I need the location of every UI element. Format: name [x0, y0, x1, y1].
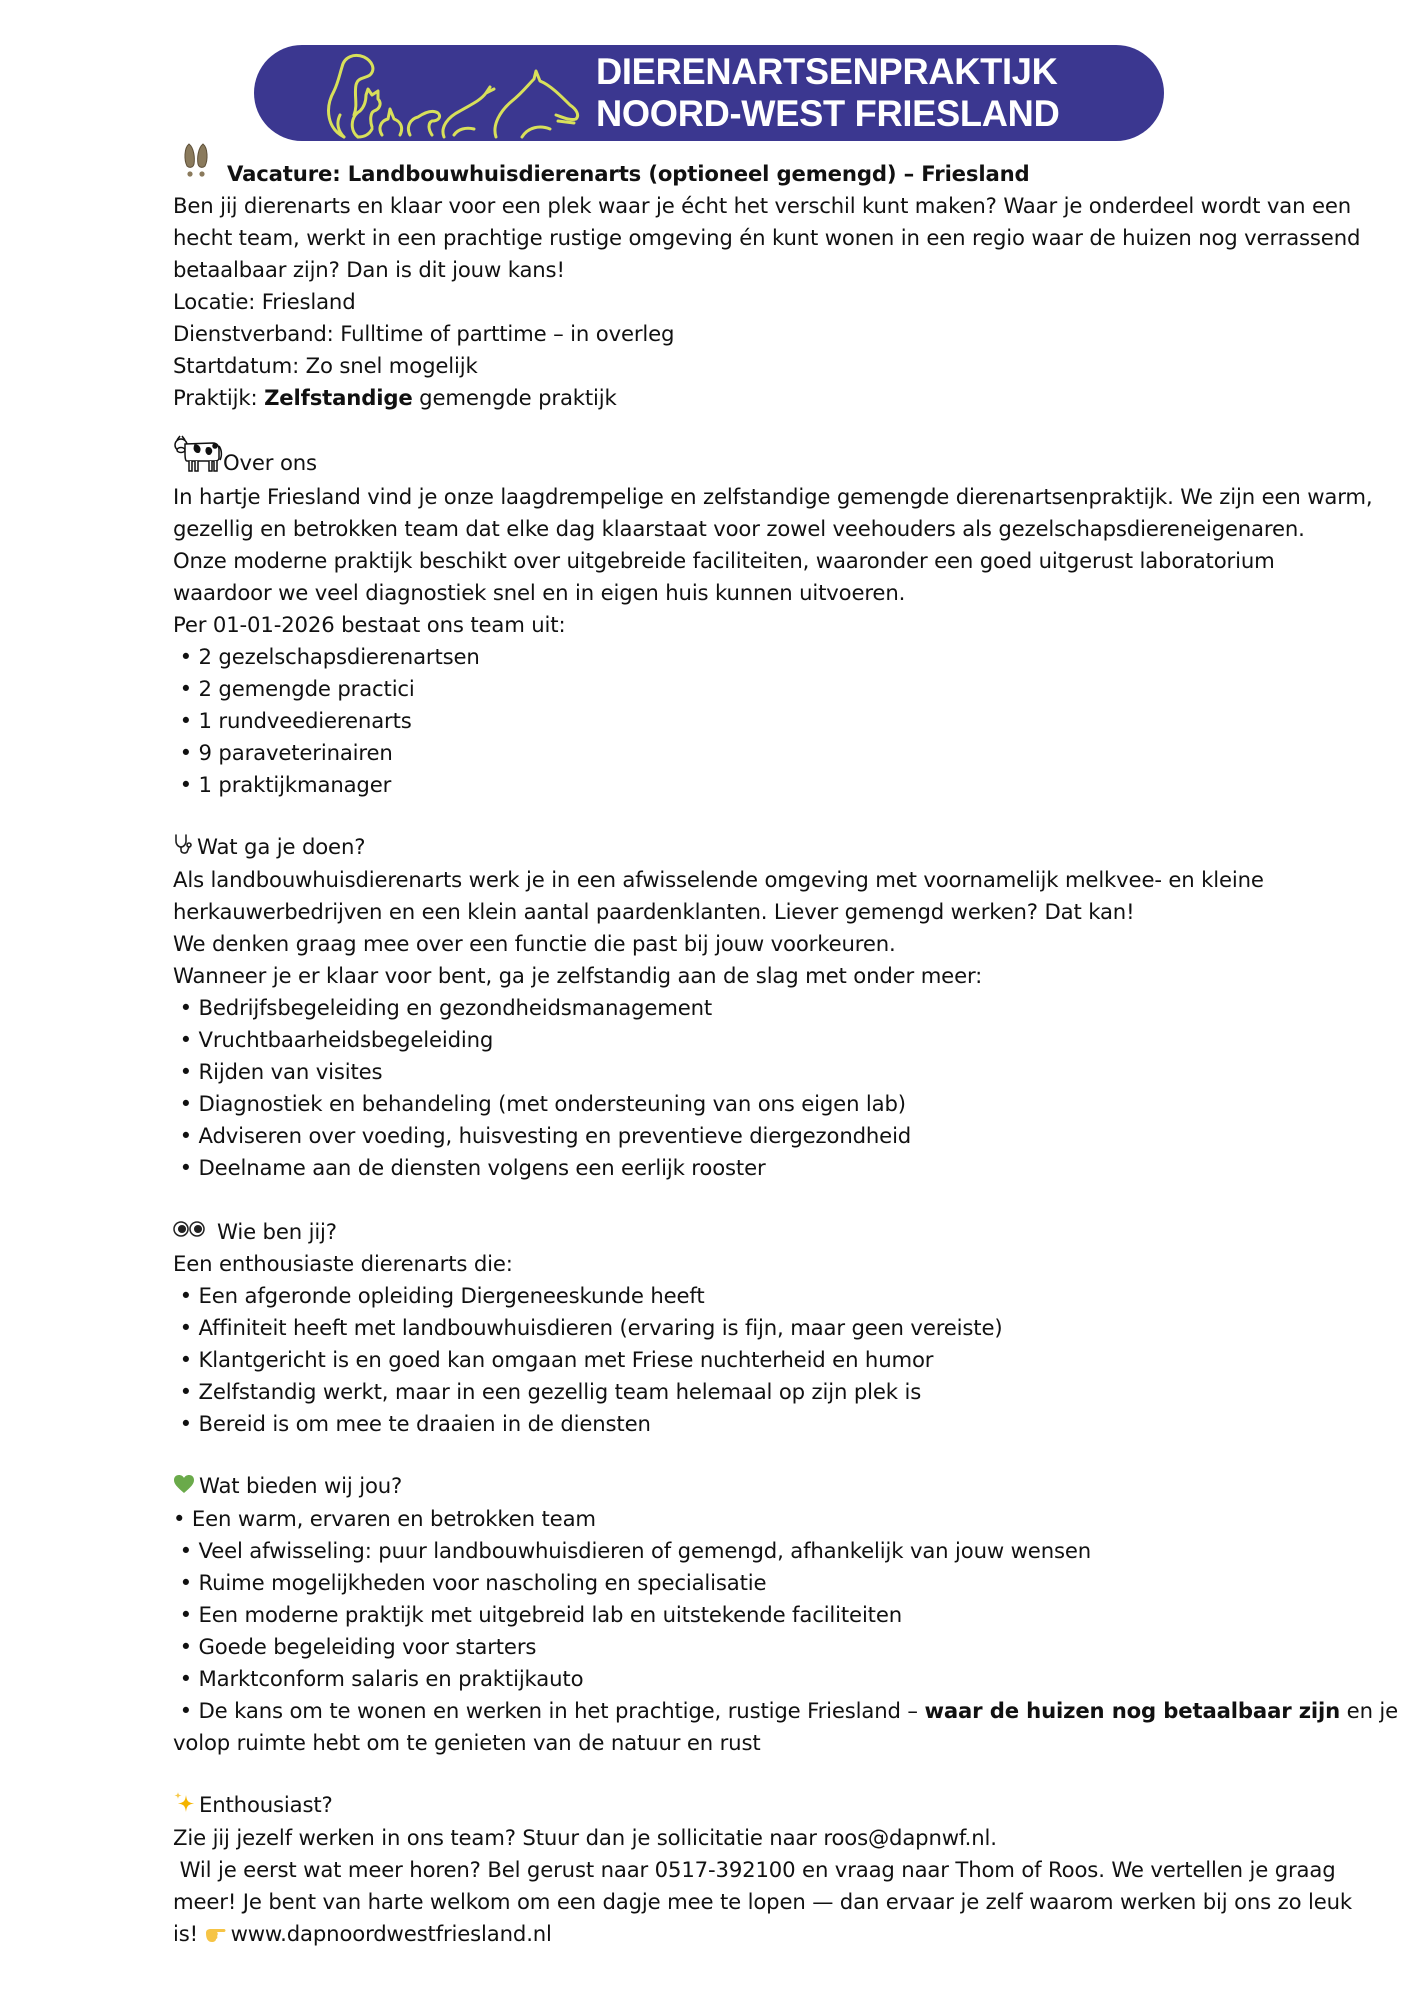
section-spacer [173, 1440, 1403, 1470]
task-list-item: • Rijden van visites [173, 1059, 383, 1084]
offer-list-item-continuation: volop ruimte hebt om te genieten van de natuur en rust [173, 1730, 761, 1755]
tasks-heading-text: Wat ga je doen? [197, 834, 366, 859]
team-list-item: • 1 praktijkmanager [173, 772, 392, 797]
team-list-item: • 1 rundveedierenarts [173, 708, 412, 733]
section-spacer [173, 414, 1403, 434]
profile-list-item: • Affiniteit heeft met landbouwhuisdieren (ervaring is fijn, maar geen vereiste) [173, 1315, 1003, 1340]
about-line: gezellig en betrokken team dat elke dag klaarstaat voor zowel veehouders als gezelschapsdiereneigenaren. [173, 516, 1305, 541]
tasks-heading [173, 831, 1403, 864]
stethoscope-icon [173, 832, 193, 864]
about-line: Onze moderne praktijk beschikt over uitgebreide faciliteiten, waaronder een goed uitgerust laboratorium [173, 548, 1275, 573]
about-line: In hartje Friesland vind je onze laagdrempelige en zelfstandige gemengde dierenartsenpraktijk. We zijn een warm, [173, 484, 1373, 509]
offer-last-end: en je [1340, 1698, 1399, 1723]
contact-line: meer! Je bent van harte welkom om een dagje mee te lopen — dan ervaar je zelf waarom werken bij ons zo leuk [173, 1889, 1353, 1914]
task-list-item: • Deelname aan de diensten volgens een eerlijk rooster [173, 1155, 766, 1180]
offer-heading [173, 1470, 1403, 1503]
intro-paragraph-line: Ben jij dierenarts en klaar voor een plek waar je écht het verschil kunt maken? Waar je onderdeel wordt van een [173, 193, 1352, 218]
offer-list-item: • Veel afwisseling: puur landbouwhuisdieren of gemengd, afhankelijk van jouw wensen [173, 1538, 1092, 1563]
offer-list-item: • Een moderne praktijk met uitgebreid lab en uitstekende faciliteiten [173, 1602, 903, 1627]
practice-logo-banner [254, 45, 1164, 141]
practice-name-line2: NOORD-WEST FRIESLAND [596, 93, 1060, 134]
section-spacer [173, 801, 1403, 831]
section-spacer [173, 1184, 1403, 1214]
offer-list-item: • Marktconform salaris en praktijkauto [173, 1666, 584, 1691]
about-heading [173, 434, 1403, 481]
tasks-line: Als landbouwhuisdierenarts werk je in een afwisselende omgeving met voornamelijk melkvee- en kleine [173, 867, 1264, 892]
intro-paragraph-line: hecht team, werkt in een prachtige rustige omgeving én kunt wonen in een regio waar de huizen nog verrassend [173, 225, 1361, 250]
offer-list-item-last [173, 1695, 1403, 1727]
start-date-line: Startdatum: Zo snel mogelijk [173, 353, 478, 378]
pointing-hand-icon [205, 1920, 227, 1952]
task-list-item: • Vruchtbaarheidsbegeleiding [173, 1027, 494, 1052]
about-heading-text: Over ons [223, 450, 317, 475]
profile-list-item: • Zelfstandig werkt, maar in een gezellig team helemaal op zijn plek is [173, 1379, 922, 1404]
contact-heading-text: Enthousiast? [199, 1792, 333, 1817]
offer-heading-text: Wat bieden wij jou? [199, 1473, 403, 1498]
team-list-item: • 2 gezelschapsdierenartsen [173, 644, 480, 669]
contact-heading [173, 1789, 1403, 1822]
practice-name [596, 51, 1059, 135]
eyes-icon [173, 1214, 205, 1246]
tasks-line: Wanneer je er klaar voor bent, ga je zelfstandig aan de slag met onder meer: [173, 963, 983, 988]
tasks-line: We denken graag mee over een functie die past bij jouw voorkeuren. [173, 931, 896, 956]
tasks-line: herkauwerbedrijven en een klein aantal paardenklanten. Liever gemengd werken? Dat kan! [173, 899, 1135, 924]
contact-line4-start: is! [173, 1921, 205, 1946]
vacancy-document [173, 158, 1403, 1952]
task-list-item: • Adviseren over voeding, huisvesting en preventieve diergezondheid [173, 1123, 912, 1148]
about-line: waardoor we veel diagnostiek snel en in eigen huis kunnen uitvoeren. [173, 580, 906, 605]
vacancy-title-text: Vacature: Landbouwhuisdierenarts (optioneel gemengd) – Friesland [227, 161, 1030, 186]
task-list-item: • Bedrijfsbegeleiding en gezondheidsmanagement [173, 995, 713, 1020]
practice-rest: gemengde praktijk [412, 385, 617, 410]
offer-list-item: • Ruime mogelijkheden voor nascholing en specialisatie [173, 1570, 767, 1595]
task-list-item: • Diagnostiek en behandeling (met ondersteuning van ons eigen lab) [173, 1091, 906, 1116]
team-list-item: • 9 paraveterinairen [173, 740, 393, 765]
animals-outline-logo-icon [314, 49, 589, 141]
sparkles-icon [173, 1790, 195, 1822]
location-line: Locatie: Friesland [173, 289, 356, 314]
profile-list-item: • Een afgeronde opleiding Diergeneeskunde heeft [173, 1283, 705, 1308]
intro-paragraph-line: betaalbaar zijn? Dan is dit jouw kans! [173, 257, 565, 282]
about-line: Per 01-01-2026 bestaat ons team uit: [173, 612, 566, 637]
practice-line [173, 382, 1403, 414]
offer-last-bold: waar de huizen nog betaalbaar zijn [924, 1698, 1341, 1723]
practice-bold: Zelfstandige [264, 385, 413, 410]
cow-icon [173, 434, 223, 481]
vacancy-title [173, 158, 1403, 190]
employment-line: Dienstverband: Fulltime of parttime – in overleg [173, 321, 675, 346]
team-list-item: • 2 gemengde practici [173, 676, 415, 701]
offer-list-item: • Goede begeleiding voor starters [173, 1634, 537, 1659]
contact-line: Wil je eerst wat meer horen? Bel gerust naar 0517-392100 en vraag naar Thom of Roos. We vertellen je graag [173, 1857, 1336, 1882]
offer-list-item: • Een warm, ervaren en betrokken team [173, 1506, 596, 1531]
profile-list-item: • Klantgericht is en goed kan omgaan met Friese nuchterheid en humor [173, 1347, 934, 1372]
contact-line: Zie jij jezelf werken in ons team? Stuur dan je sollicitatie naar roos@dapnwf.nl. [173, 1825, 997, 1850]
profile-intro: Een enthousiaste dierenarts die: [173, 1251, 513, 1276]
profile-heading [173, 1214, 1403, 1248]
section-spacer [173, 1759, 1403, 1789]
practice-name-line1: DIERENARTSENPRAKTIJK [596, 51, 1058, 92]
hoofprint-icon [183, 142, 209, 187]
contact-website-line [173, 1918, 1403, 1952]
profile-heading-text: Wie ben jij? [217, 1219, 337, 1244]
website-link[interactable]: www.dapnoordwestfriesland.nl [230, 1921, 552, 1946]
offer-last-start: • De kans om te wonen en werken in het prachtige, rustige Friesland – [173, 1698, 925, 1723]
profile-list-item: • Bereid is om mee te draaien in de diensten [173, 1411, 651, 1436]
green-heart-icon [173, 1471, 195, 1503]
practice-label: Praktijk: [173, 385, 265, 410]
